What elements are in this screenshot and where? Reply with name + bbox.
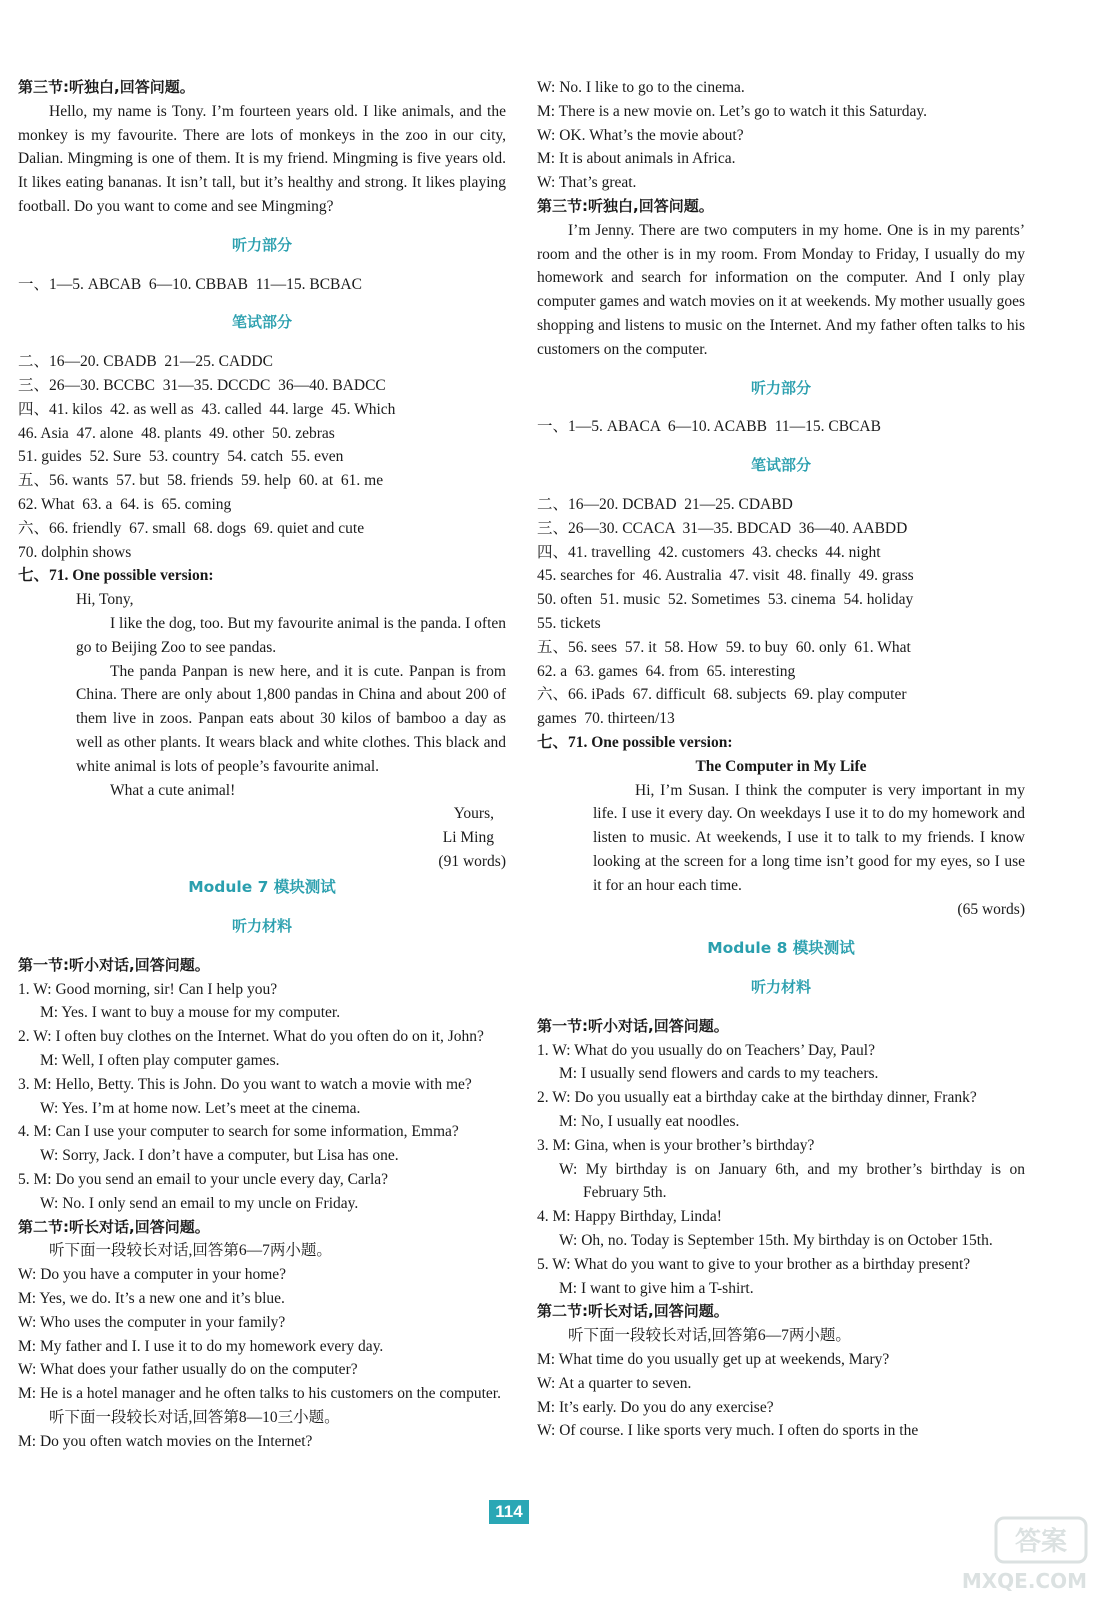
dialogue-line: W: That’s great. [537, 174, 637, 192]
answer-row: 三、26—30. BCCBC 31—35. DCCDC 36—40. BADCC [18, 376, 386, 394]
letter-closing: Yours, [453, 805, 494, 823]
answer-row: 一、1—5. ABACA 6—10. ACABB 11—15. CBCAB [537, 418, 881, 436]
answer-row: 五、56. wants 57. but 58. friends 59. help 60. at 61. me [18, 472, 384, 490]
dialogue-line: M: Do you often watch movies on the Internet? [18, 1432, 313, 1450]
writing-task-heading: 七、71. One possible version: [537, 733, 733, 751]
dialogue-line: 1. W: What do you usually do on Teachers’ Day, Paul? [537, 1041, 875, 1059]
dialogue-line: 2. W: I often buy clothes on the Internet. What do you often do on it, John? [18, 1028, 484, 1046]
dialogue-line: W: Do you have a computer in your home? [18, 1266, 287, 1284]
monologue-text: I’m Jenny. There are two computers in my home. One is in my parents’ room and the other is in my room. From Monday to Friday, I usually do my homework and search for information on the computer. And I only play computer games and watch movies on it at weekends. My mother usually goes shopping and listens to music on the Internet. And my father often talks to his customers on the computer. [537, 221, 1025, 358]
dialogue-line: M: My father and I. I use it to do my homework every day. [18, 1337, 384, 1355]
dialogue-line: W: Yes. I’m at home now. Let’s meet at the cinema. [40, 1099, 361, 1117]
section3-title: 第三节:听独白,回答问题。 [537, 196, 714, 215]
listening-part-heading: 听力部分 [231, 235, 292, 254]
svg-text:答案: 答案 [1014, 1527, 1068, 1557]
dialogue-line: M: Yes, we do. It’s a new one and it’s blue. [18, 1289, 285, 1307]
word-count: (91 words) [438, 852, 506, 870]
monologue-text: Hello, my name is Tony. I’m fourteen years old. I like animals, and the monkey is my favourite. There are lots of monkeys in the zoo in our city, Dalian. Mingming is one of them. It is my friend. Mingming is five years old. It likes eating bananas. It isn’t tall, but it’s healthy and strong. It likes playing football. Do you want to come and see Mingming? [18, 102, 506, 215]
dialogue-line: W: At a quarter to seven. [537, 1374, 692, 1392]
writing-task-heading: 七、71. One possible version: [18, 567, 214, 585]
dialogue-line: W: Sorry, Jack. I don’t have a computer, but Lisa has one. [40, 1147, 399, 1165]
left-column [18, 76, 506, 1454]
answer-row: 51. guides 52. Sure 53. country 54. catch 55. even [18, 448, 344, 466]
section3-title: 第三节:听独白,回答问题。 [18, 78, 195, 96]
dialogue-line: M: It is about animals in Africa. [537, 150, 736, 168]
section2-intro: 听下面一段较长对话,回答第8—10三小题。 [49, 1408, 340, 1426]
page-number: 114 [489, 1500, 529, 1524]
answer-row: 70. dolphin shows [18, 543, 132, 561]
answer-row: 三、26—30. CCACA 31—35. BDCAD 36—40. AABDD [537, 519, 908, 537]
answer-row: 六、66. friendly 67. small 68. dogs 69. quiet and cute [18, 519, 365, 537]
dialogue-line: 5. M: Do you send an email to your uncle every day, Carla? [18, 1170, 389, 1188]
dialogue-line: 4. M: Happy Birthday, Linda! [537, 1208, 722, 1226]
listening-part-heading: 听力部分 [750, 378, 811, 397]
module-title: Module 8 模块测试 [707, 938, 855, 957]
section2-title: 第二节:听长对话,回答问题。 [537, 1302, 729, 1321]
letter-paragraph: What a cute animal! [110, 781, 236, 799]
listening-material-heading: 听力材料 [750, 978, 811, 997]
letter-paragraph: I like the dog, too. But my favourite animal is the panda. I often go to Beijing Zoo to see pandas. [76, 614, 507, 656]
word-count: (65 words) [957, 900, 1025, 918]
dialogue-line: M: He is a hotel manager and he often talks to his customers on the computer. [18, 1385, 501, 1403]
section2-intro: 听下面一段较长对话,回答第6—7两小题。 [49, 1242, 332, 1260]
answer-row: 55. tickets [537, 614, 601, 632]
dialogue-line: 3. M: Hello, Betty. This is John. Do you want to watch a movie with me? [18, 1075, 472, 1093]
listening-material-heading: 听力材料 [231, 917, 292, 935]
dialogue-line: 5. W: What do you want to give to your brother as a birthday present? [537, 1255, 971, 1273]
answer-row: 四、41. travelling 42. customers 43. checks 44. night [537, 543, 881, 561]
answer-row: 二、16—20. DCBAD 21—25. CDABD [537, 495, 793, 513]
section2-title: 第二节:听长对话,回答问题。 [18, 1217, 210, 1236]
dialogue-line: W: OK. What’s the movie about? [537, 126, 744, 144]
answer-row: 一、1—5. ABCAB 6—10. CBBAB 11—15. BCBAC [18, 275, 362, 293]
right-column [537, 76, 1025, 1443]
letter-paragraph: The panda Panpan is new here, and it is cute. Panpan is from China. There are only about 1,800 pandas in China and about 200 of them live in zoos. Panpan eats about 30 kilos of bamboo a day as well as other plants. It wears black and white clothes. This black and white animal is lots of people’s favourite animal. [76, 662, 506, 775]
answer-row: 六、66. iPads 67. difficult 68. subjects 69. play computer [537, 686, 907, 704]
dialogue-line: M: I usually send flowers and cards to my teachers. [559, 1065, 879, 1083]
answer-row: 50. often 51. music 52. Sometimes 53. cinema 54. holiday [537, 591, 914, 609]
answer-row: 五、56. sees 57. it 58. How 59. to buy 60. only 61. What [537, 638, 911, 656]
answer-row: 四、41. kilos 42. as well as 43. called 44. large 45. Which [18, 400, 396, 418]
answer-row: games 70. thirteen/13 [537, 710, 675, 728]
dialogue-line: W: What does your father usually do on the computer? [18, 1361, 358, 1379]
dialogue-line: 3. M: Gina, when is your brother’s birthday? [537, 1136, 815, 1154]
letter-signature: Li Ming [442, 829, 494, 847]
module-title: Module 7 模块测试 [188, 877, 336, 896]
letter-greeting: Hi, Tony, [76, 591, 134, 609]
writing-part-heading: 笔试部分 [750, 456, 811, 475]
dialogue-line: M: Yes. I want to buy a mouse for my computer. [40, 1004, 341, 1022]
answer-row: 46. Asia 47. alone 48. plants 49. other 50. zebras [18, 424, 335, 442]
answer-row: 45. searches for 46. Australia 47. visit 48. finally 49. grass [537, 567, 914, 585]
dialogue-line: W: No. I like to go to the cinema. [537, 79, 745, 96]
dialogue-line: W: Oh, no. Today is September 15th. My birthday is on October 15th. [559, 1232, 993, 1250]
dialogue-line: 4. M: Can I use your computer to search for some information, Emma? [18, 1123, 459, 1141]
dialogue-line: 2. W: Do you usually eat a birthday cake at the birthday dinner, Frank? [537, 1089, 977, 1107]
composition-text: Hi, I’m Susan. I think the computer is very important in my life. I use it every day. On weekdays I use it to do my homework and listen to music. At weekends, I use it to talk to my friends. I know looking at the screen for a long time isn’t good for my eyes, so I use it for an hour each time. [593, 781, 1025, 894]
dialogue-line: W: No. I only send an email to my uncle on Friday. [40, 1194, 359, 1212]
dialogue-line: M: No, I usually eat noodles. [559, 1113, 740, 1131]
dialogue-line: M: It’s early. Do you do any exercise? [537, 1398, 774, 1416]
answer-row: 62. What 63. a 64. is 65. coming [18, 495, 232, 513]
dialogue-line: 1. W: Good morning, sir! Can I help you? [18, 980, 278, 998]
section2-intro: 听下面一段较长对话,回答第6—7两小题。 [568, 1327, 851, 1345]
dialogue-line: W: Who uses the computer in your family? [18, 1313, 286, 1331]
dialogue-line: M: Well, I often play computer games. [40, 1051, 280, 1069]
answer-row: 62. a 63. games 64. from 65. interesting [537, 662, 796, 680]
section1-title: 第一节:听小对话,回答问题。 [537, 1016, 729, 1035]
composition-title: The Computer in My Life [695, 757, 867, 775]
section1-title: 第一节:听小对话,回答问题。 [18, 955, 210, 974]
watermark-text: MXQE.COM [961, 1569, 1087, 1593]
dialogue-line: W: My birthday is on January 6th, and my brother’s birthday is on February 5th. [559, 1160, 1025, 1202]
watermark-logo [901, 1514, 1091, 1594]
answer-row: 二、16—20. CBADB 21—25. CADDC [18, 353, 273, 371]
dialogue-line: M: There is a new movie on. Let’s go to watch it this Saturday. [537, 102, 928, 120]
writing-part-heading: 笔试部分 [231, 313, 292, 332]
dialogue-line: M: What time do you usually get up at weekends, Mary? [537, 1351, 890, 1369]
dialogue-line: W: Of course. I like sports very much. I often do sports in the [537, 1422, 919, 1440]
dialogue-line: M: I want to give him a T-shirt. [559, 1279, 754, 1297]
